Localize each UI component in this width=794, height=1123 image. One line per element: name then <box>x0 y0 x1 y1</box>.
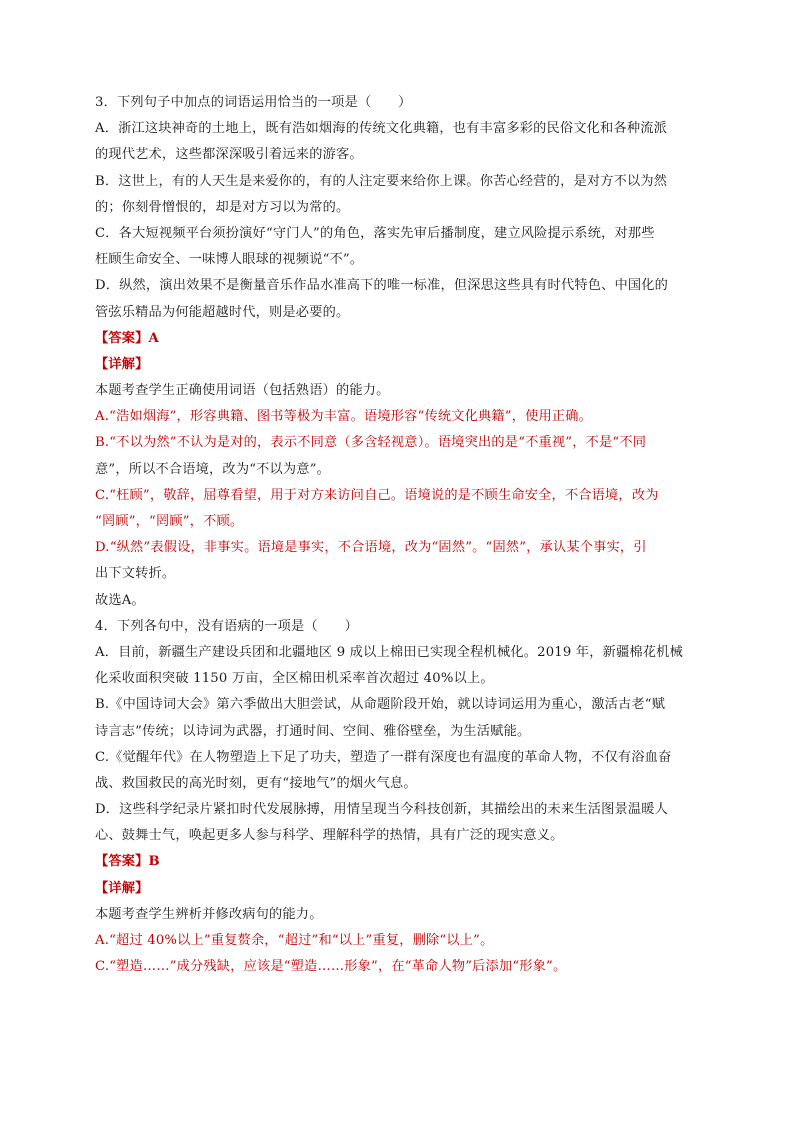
q4-analysis-a: A.“超过 40%以上”重复赘余，“超过”和“以上”重复，删除“以上”。 <box>95 933 494 948</box>
q4-option-a-line-1: A．目前，新疆生产建设兵团和北疆地区 9 成以上棉田已实现全程机械化。2019 年，新疆棉花机械 <box>95 644 683 660</box>
q3-analysis-b-line-1: B.“不以为然”不认为是对的，表示不同意（多含轻视意）。语境突出的是“不重视”，不是“不同 <box>95 435 647 451</box>
q4-answer-tag: 【答案】B <box>95 854 160 870</box>
question-3-stem: 3．下列句子中加点的词语运用恰当的一项是（ ） <box>95 95 412 110</box>
q3-answer-tag: 【答案】A <box>95 330 159 346</box>
q3-option-d-line-1: D．纵然，演出效果不是衡量音乐作品水准高下的唯一标准，但深思这些具有时代特色、中国化的 <box>95 278 669 294</box>
q3-option-c-line-1: C．各大短视频平台须扮演好“守门人”的角色，落实先审后播制度，建立风险提示系统，对那些 <box>95 225 655 241</box>
q4-detail-tag: 【详解】 <box>95 880 149 896</box>
q3-conclusion: 故选A。 <box>95 592 145 608</box>
q3-detail-tag: 【详解】 <box>95 356 149 372</box>
q3-analysis-intro: 本题考查学生正确使用词语（包括熟语）的能力。 <box>95 383 390 399</box>
q3-option-a-line-2: 的现代艺术，这些都深深吸引着远来的游客。 <box>95 147 363 163</box>
q4-option-b-line-1: B.《中国诗词大会》第六季做出大胆尝试，从命题阶段开始，就以诗词运用为重心，激活古老“赋 <box>95 697 666 713</box>
q3-analysis-b-line-2: 意”，所以不合语境，改为“不以为意”。 <box>95 461 331 477</box>
q3-option-b-line-1: B．这世上，有的人天生是来爱你的，有的人注定要来给你上课。你苦心经营的，是对方不以为然 <box>95 173 668 189</box>
q3-analysis-d-line-1: D.“纵然”表假设，非事实。语境是事实，不合语境，改为“固然”。“固然”，承认某个事实，引 <box>95 540 647 556</box>
q3-option-b-line-2: 的；你刻骨憎恨的，却是对方习以为常的。 <box>95 199 350 215</box>
q3-analysis-d-line-2: 出下文转折。 <box>95 566 176 582</box>
q3-analysis-c-line-2: “罔顾”，“罔顾”，不顾。 <box>95 514 244 529</box>
q3-analysis-c-line-1: C.“枉顾”，敬辞，屈尊看望，用于对方来访问自己。语境说的是不顾生命安全，不合语境，改为 <box>95 487 659 503</box>
q4-analysis-intro: 本题考查学生辨析并修改病句的能力。 <box>95 906 323 922</box>
q3-analysis-a: A.“浩如烟海”，形容典籍、图书等极为丰富。语境形容“传统文化典籍”，使用正确。 <box>95 409 593 425</box>
q4-option-c-line-1: C.《觉醒年代》在人物塑造上下足了功夫，塑造了一群有深度也有温度的革命人物，不仅有浴血奋 <box>95 749 672 765</box>
q3-option-a-line-1: A．浙江这块神奇的土地上，既有浩如烟海的传统文化典籍，也有丰富多彩的民俗文化和各种流派 <box>95 121 667 137</box>
q4-option-b-line-2: 诗言志”传统；以诗词为武器，打通时间、空间、雅俗壁垒，为生活赋能。 <box>95 723 531 739</box>
q4-option-d-line-2: 心、鼓舞士气，唤起更多人参与科学、理解科学的热情，具有广泛的现实意义。 <box>95 828 564 844</box>
q4-analysis-c: C.“塑造……”成分残缺，应该是“塑造……形象”，在“革命人物”后添加“形象”。 <box>95 959 567 975</box>
q3-option-d-line-2: 管弦乐精品为何能超越时代，则是必要的。 <box>95 304 350 320</box>
q4-option-d-line-1: D．这些科学纪录片紧扣时代发展脉搏，用情呈现当今科技创新，其描绘出的未来生活图景温暖人 <box>95 802 669 818</box>
q3-option-c-line-2: 枉顾生命安全、一味博人眼球的视频说“不”。 <box>95 252 364 268</box>
question-4-stem: 4．下列各句中，没有语病的一项是（ ） <box>95 618 358 634</box>
q4-option-c-line-2: 战、救国救民的高光时刻，更有“接地气”的烟火气息。 <box>95 775 417 791</box>
document-content <box>95 90 707 980</box>
q4-option-a-line-2: 化采收面积突破 1150 万亩，全区棉田机采率首次超过 40%以上。 <box>95 671 494 687</box>
